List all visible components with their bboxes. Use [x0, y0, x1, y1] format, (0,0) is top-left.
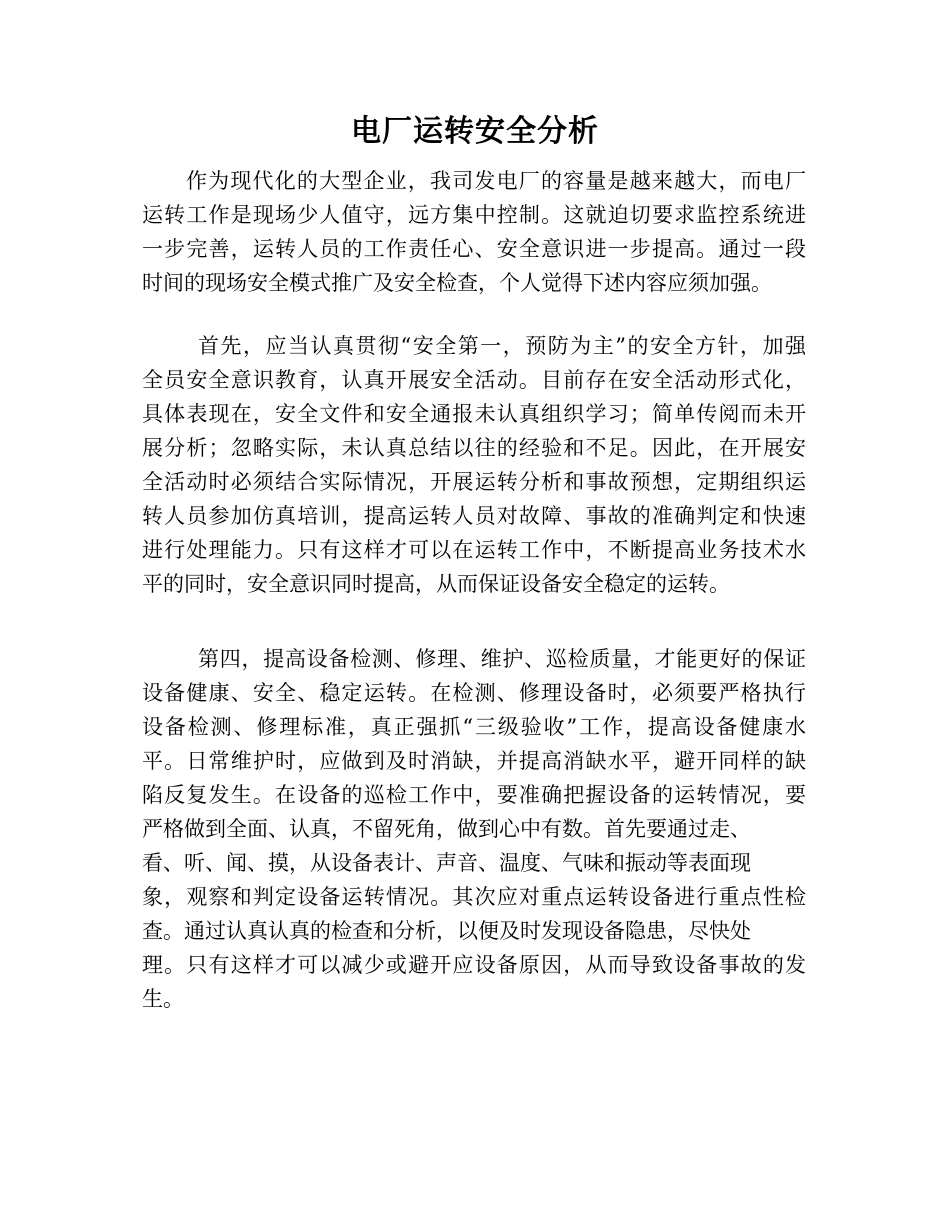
paragraph-fourth-point: [142, 642, 806, 1016]
paragraph-line: 查。通过认真认真的检查和分析，以便及时发现设备隐患，尽快处: [142, 919, 751, 943]
paragraph-line: 象，观察和判定设备运转情况。其次应对重点运转设备进行重点性检: [142, 885, 806, 909]
paragraph-line: 设备健康、安全、稳定运转。在检测、修理设备时，必须要严格执行: [142, 681, 806, 705]
paragraph-line: 运转工作是现场少人值守，远方集中控制。这就迫切要求监控系统进: [142, 203, 806, 227]
paragraph-line: 陷反复发生。在设备的巡检工作中，要准确把握设备的运转情况，要: [142, 783, 806, 807]
paragraph-line: 展分析；忽略实际，未认真总结以往的经验和不足。因此，在开展安: [142, 436, 806, 460]
paragraph-intro: [142, 164, 806, 300]
paragraph-line: 理。只有这样才可以减少或避开应设备原因，从而导致设备事故的发: [142, 953, 806, 977]
paragraph-line: 全员安全意识教育，认真开展安全活动。目前存在安全活动形式化，: [142, 368, 806, 392]
paragraph-line: 具体表现在，安全文件和安全通报未认真组织学习；简单传阅而未开: [142, 402, 806, 426]
paragraph-line: 一步完善，运转人员的工作责任心、安全意识进一步提高。通过一段: [142, 237, 806, 261]
paragraph-line: 生。: [142, 987, 184, 1011]
paragraph-line: 第四，提高设备检测、修理、维护、巡检质量，才能更好的保证: [198, 647, 806, 671]
paragraph-line: 转人员参加仿真培训，提高运转人员对故障、事故的准确判定和快速: [142, 504, 806, 528]
paragraph-line: 全活动时必须结合实际情况，开展运转分析和事故预想，定期组织运: [142, 470, 806, 494]
paragraph-line: 看、听、闻、摸，从设备表计、声音、温度、气味和振动等表面现: [142, 851, 751, 875]
paragraph-line: 平的同时，安全意识同时提高，从而保证设备安全稳定的运转。: [142, 572, 730, 596]
paragraph-line: 首先，应当认真贯彻“安全第一，预防为主”的安全方针，加强: [198, 334, 806, 358]
paragraph-line: 时间的现场安全模式推广及安全检查，个人觉得下述内容应须加强。: [142, 271, 772, 295]
paragraph-first-point: [142, 329, 806, 601]
paragraph-line: 严格做到全面、认真，不留死角，做到心中有数。首先要通过走、: [142, 817, 751, 841]
paragraph-line: 设备检测、修理标准，真正强抓“三级验收”工作，提高设备健康水: [142, 715, 806, 739]
paragraph-line: 作为现代化的大型企业，我司发电厂的容量是越来越大，而电厂: [186, 169, 806, 193]
paragraph-line: 进行处理能力。只有这样才可以在运转工作中，不断提高业务技术水: [142, 538, 806, 562]
page-title: 电厂运转安全分析: [351, 114, 599, 149]
paragraph-line: 平。日常维护时，应做到及时消缺，并提高消缺水平，避开同样的缺: [142, 749, 806, 773]
